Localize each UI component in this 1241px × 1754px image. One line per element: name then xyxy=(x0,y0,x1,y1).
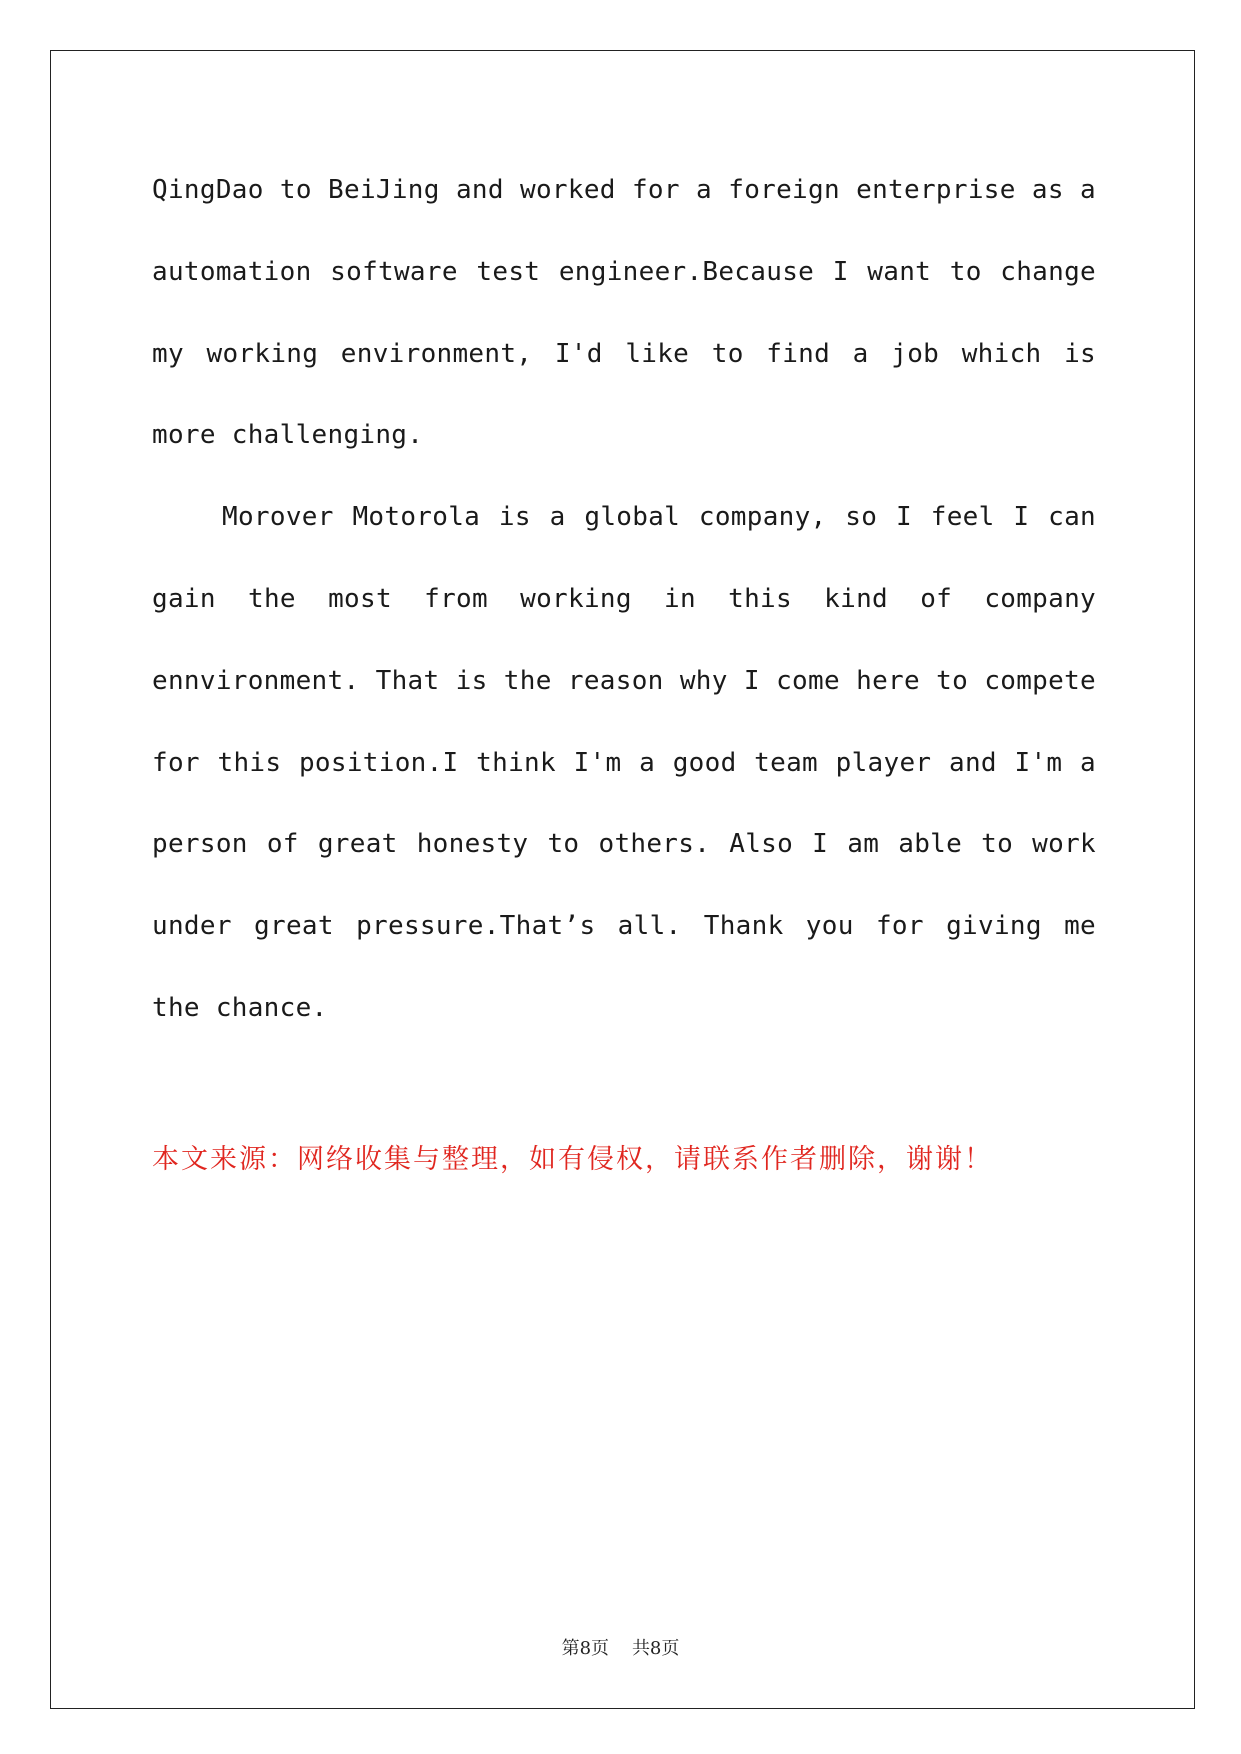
total-pages: 共8页 xyxy=(631,1638,680,1659)
paragraph-2: Morover Motorola is a global company, so I feel I can gain the most from working in this kind of company ennvironment. That is the reason why I come here to compete for this position.I think I'm a good team player and I'm a person of great honesty to others. Also I am able to work under great pressure.That’s all. Thank you for giving me the chance. xyxy=(152,502,1096,1023)
page-footer xyxy=(0,1634,1241,1660)
paragraph-1: QingDao to BeiJing and worked for a foreign enterprise as a automation software test engineer.Because I want to change my working environment, I'd like to find a job which is more challenging. xyxy=(152,175,1096,451)
current-page-number: 第8页 xyxy=(561,1638,610,1659)
document-body xyxy=(152,150,1096,1050)
source-note: 本文来源：网络收集与整理，如有侵权，请联系作者删除，谢谢！ xyxy=(152,1144,993,1175)
